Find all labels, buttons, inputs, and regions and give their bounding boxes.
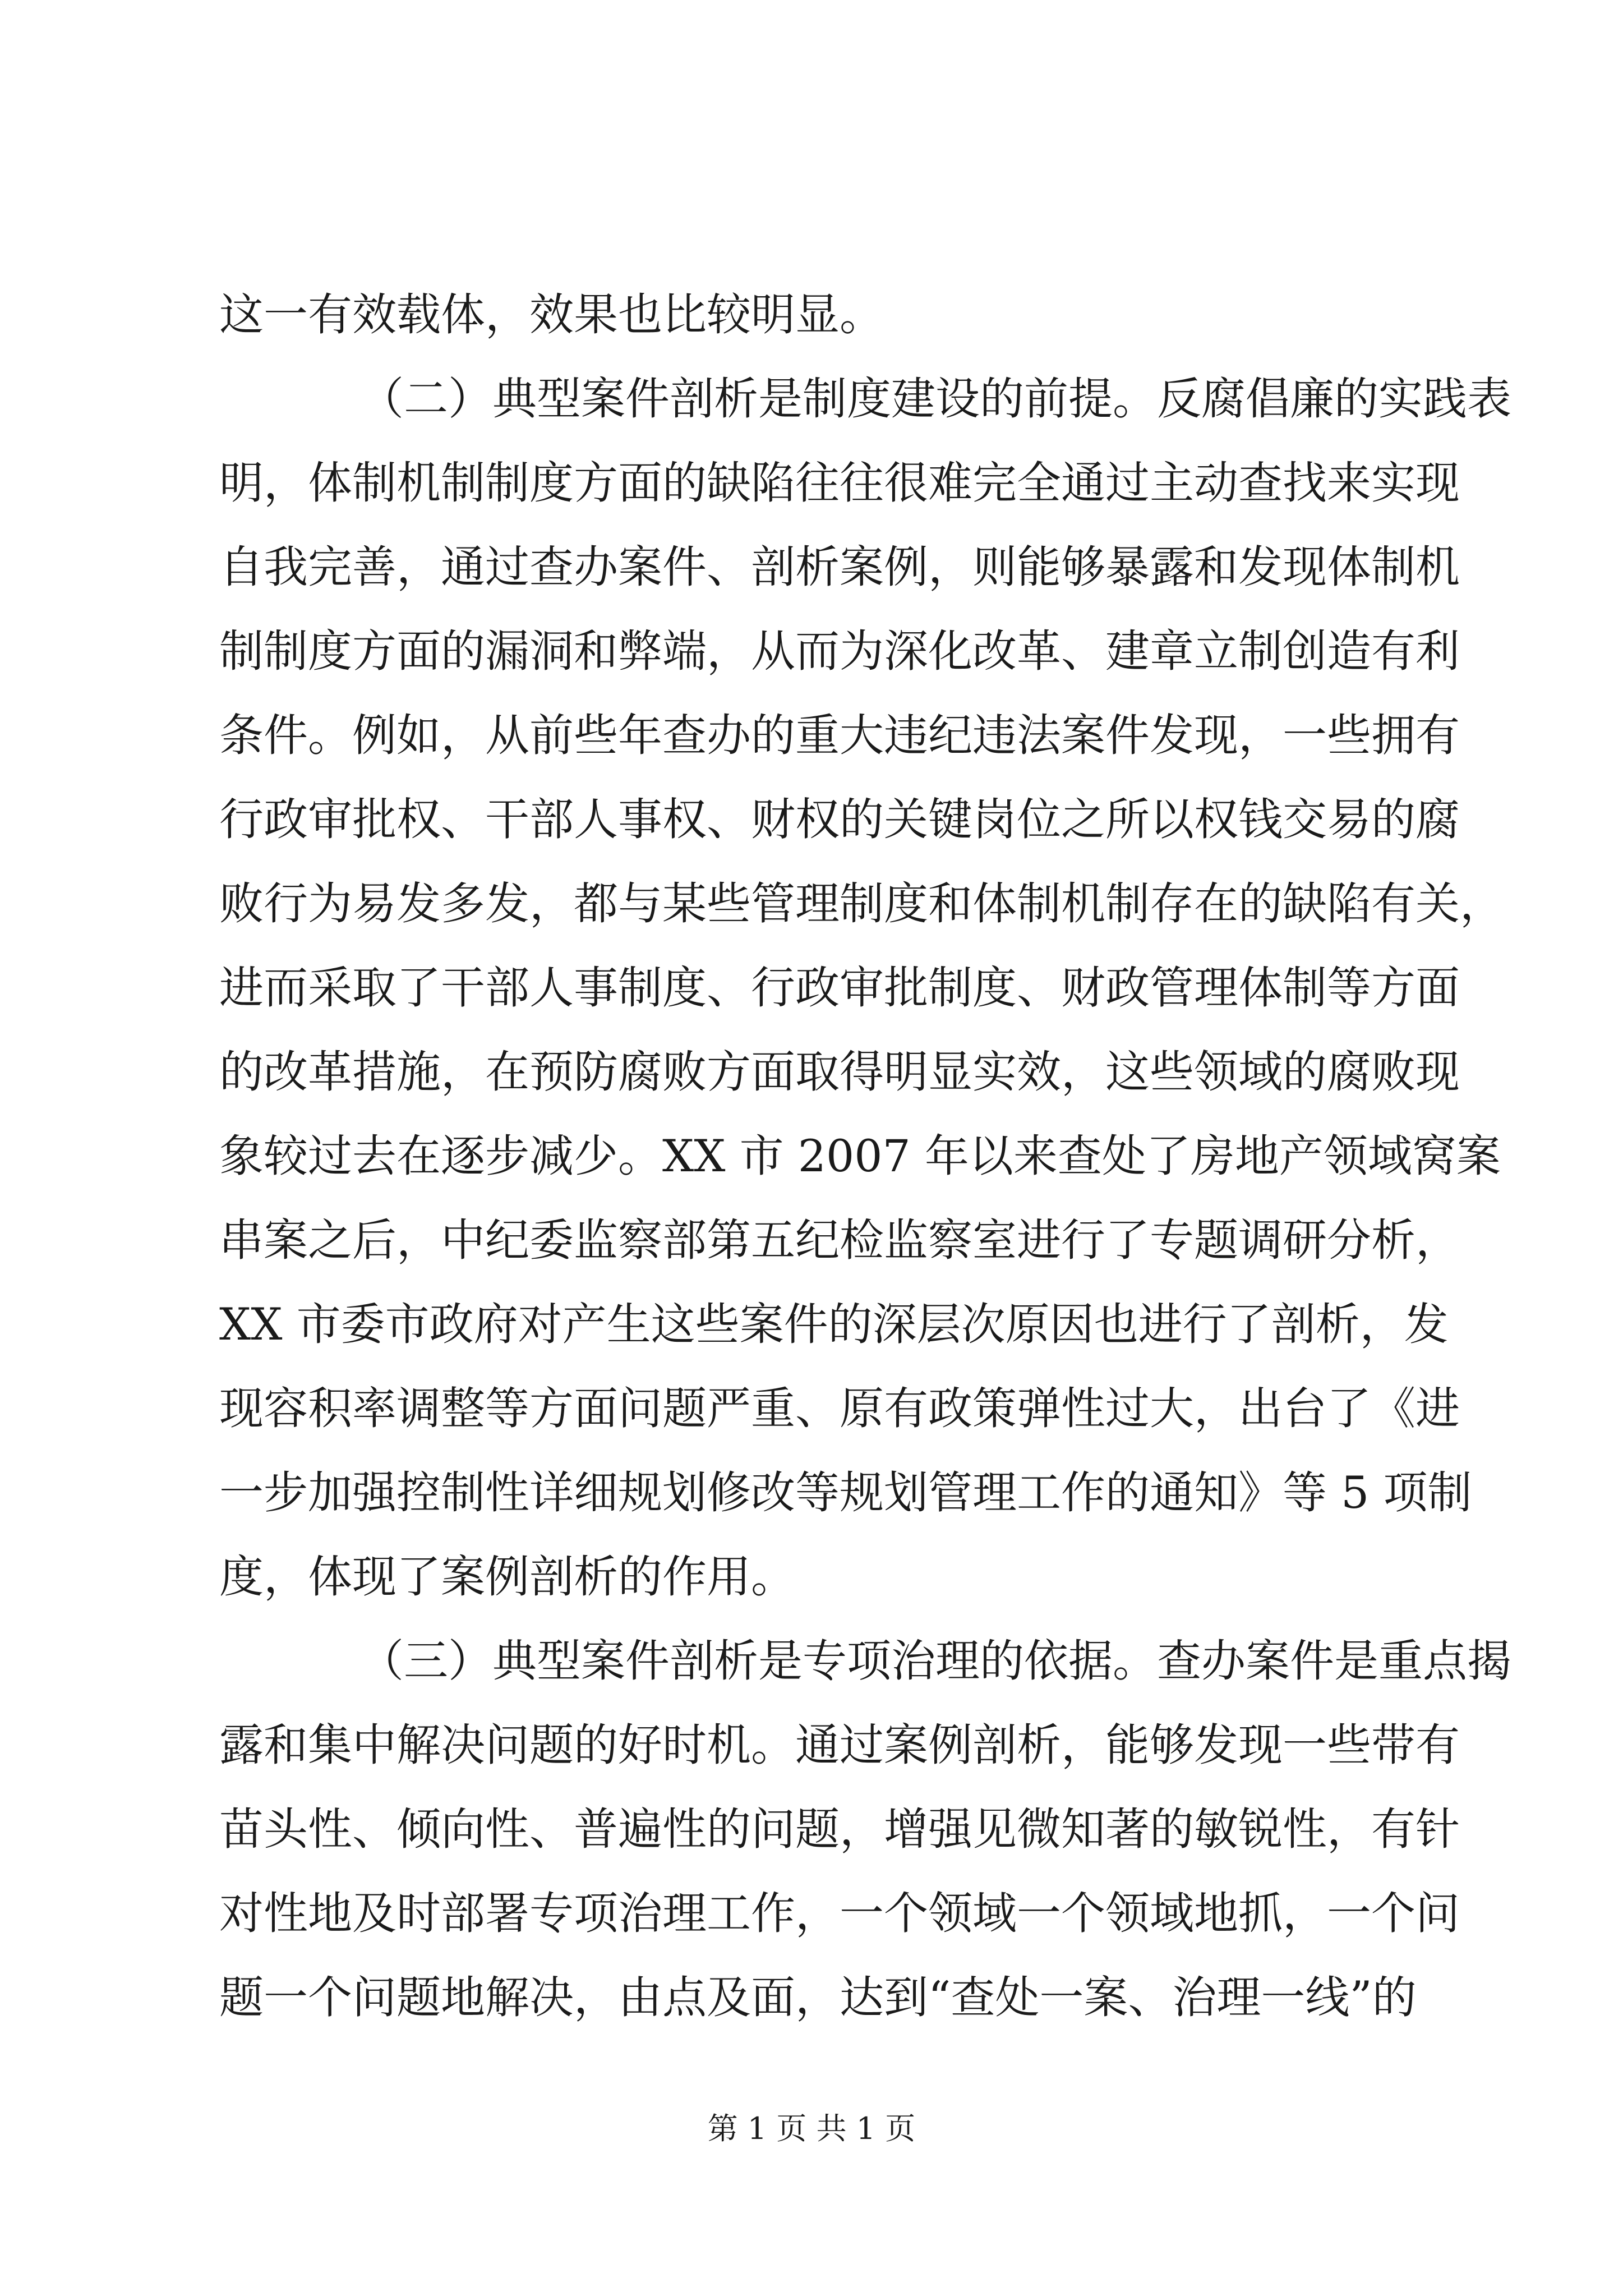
text-line: 露和集中解决问题的好时机。通过案例剖析，能够发现一些带有 bbox=[219, 1719, 1460, 1771]
text-line: 象较过去在逐步减少。XX 市 2007 年以来查处了房地产领域窝案 bbox=[219, 1130, 1501, 1182]
text-line: 进而采取了干部人事制度、行政审批制度、财政管理体制等方面 bbox=[219, 962, 1460, 1014]
paragraph-heading-line: （三）典型案件剖析是专项治理的依据。查办案件是重点揭 bbox=[359, 1635, 1511, 1687]
text-line: 题一个问题地解决，由点及面，达到“查处一案、治理一线”的 bbox=[219, 1972, 1417, 2023]
text-line: 条件。例如，从前些年查办的重大违纪违法案件发现，一些拥有 bbox=[219, 710, 1460, 761]
text-line: 自我完善，通过查办案件、剖析案例，则能够暴露和发现体制机 bbox=[219, 541, 1460, 593]
page-number-label: 第 1 页 共 1 页 bbox=[707, 2111, 916, 2146]
text-line: 串案之后，中纪委监察部第五纪检监察室进行了专题调研分析， bbox=[219, 1214, 1460, 1266]
text-line: 明，体制机制制度方面的缺陷往往很难完全通过主动查找来实现 bbox=[219, 457, 1460, 509]
paragraph-heading-line: （二）典型案件剖析是制度建设的前提。反腐倡廉的实践表 bbox=[359, 373, 1511, 425]
text-line: 的改革措施，在预防腐败方面取得明显实效，这些领域的腐败现 bbox=[219, 1046, 1460, 1098]
text-line: 度，体现了案例剖析的作用。 bbox=[219, 1551, 795, 1603]
text-line: 行政审批权、干部人事权、财权的关键岗位之所以权钱交易的腐 bbox=[219, 794, 1460, 845]
text-line: 对性地及时部署专项治理工作，一个领域一个领域地抓，一个问 bbox=[219, 1888, 1460, 1939]
text-line: XX 市委市政府对产生这些案件的深层次原因也进行了剖析，发 bbox=[219, 1299, 1449, 1350]
text-line: 苗头性、倾向性、普遍性的问题，增强见微知著的敏锐性，有针 bbox=[219, 1803, 1460, 1855]
text-line: 现容积率调整等方面问题严重、原有政策弹性过大，出台了《进 bbox=[219, 1383, 1460, 1434]
page-footer bbox=[0, 2109, 1623, 2148]
text-line: 制制度方面的漏洞和弊端，从而为深化改革、建章立制创造有利 bbox=[219, 625, 1460, 677]
text-line: 一步加强控制性详细规划修改等规划管理工作的通知》等 5 项制 bbox=[219, 1467, 1472, 1519]
document-body bbox=[219, 273, 1511, 2040]
text-line: 这一有效载体，效果也比较明显。 bbox=[219, 289, 884, 341]
text-line: 败行为易发多发，都与某些管理制度和体制机制存在的缺陷有关， bbox=[219, 878, 1504, 930]
